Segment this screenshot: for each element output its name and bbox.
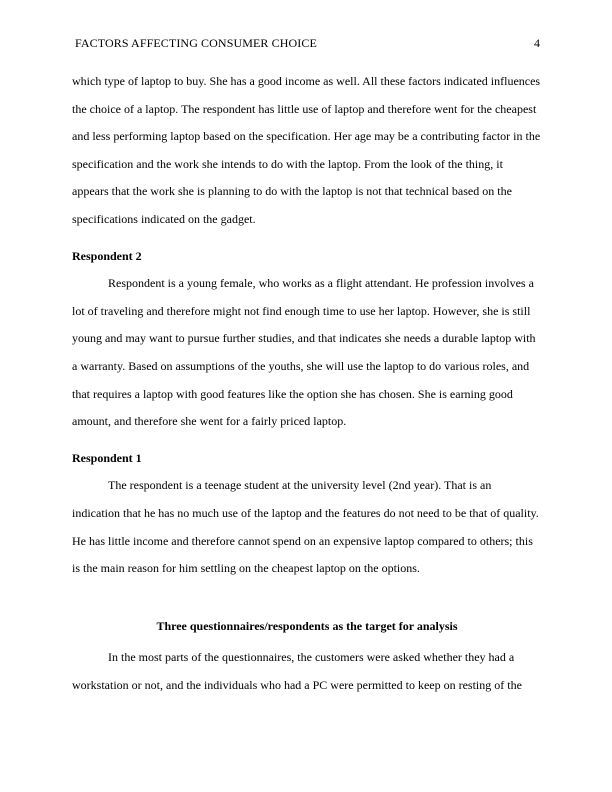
respondent2-paragraph: Respondent is a young female, who works as a flight attendant. He profession involves a lot of traveling and therefore might not find enough time to use her laptop. However, she is still young and may want to pursue further studies, and that indicates she needs a durable laptop with a warranty. Based on assumptions of the youths, she will use the laptop to do various roles, and that requires a laptop with good features like the option she has chosen. She is earning good amount, and therefore she went for a fairly priced laptop. <box>72 276 536 429</box>
respondent2-heading: Respondent 2 <box>72 248 142 263</box>
continued-paragraph: which type of laptop to buy. She has a good income as well. All these factors indicated influences the choice of a laptop. The respondent has little use of laptop and therefore went for the cheapest and less performing laptop based on the specification. Her age may be a contributing factor in the specification and the work she intends to do with the laptop. From the look of the thing, it appears that the work she is planning to do with the laptop is not that technical based on the specifications indicated on the gadget. <box>72 74 541 226</box>
respondent1-heading: Respondent 1 <box>72 450 142 465</box>
body-text <box>72 68 542 699</box>
respondent1-paragraph: The respondent is a teenage student at the university level (2nd year). That is an indication that he has no much use of the laptop and the features do not need to be that of quality. He has little income and therefore cannot spend on an expensive laptop compared to others; this is the main reason for him settling on the cheapest laptop on the options. <box>72 478 539 576</box>
page-number: 4 <box>534 36 540 50</box>
running-head: FACTORS AFFECTING CONSUMER CHOICE <box>75 36 317 50</box>
section-paragraph: In the most parts of the questionnaires, the customers were asked whether they had a workstation or not, and the individuals who had a PC were permitted to keep on resting of the <box>72 650 522 692</box>
section-heading: Three questionnaires/respondents as the target for analysis <box>156 618 458 633</box>
